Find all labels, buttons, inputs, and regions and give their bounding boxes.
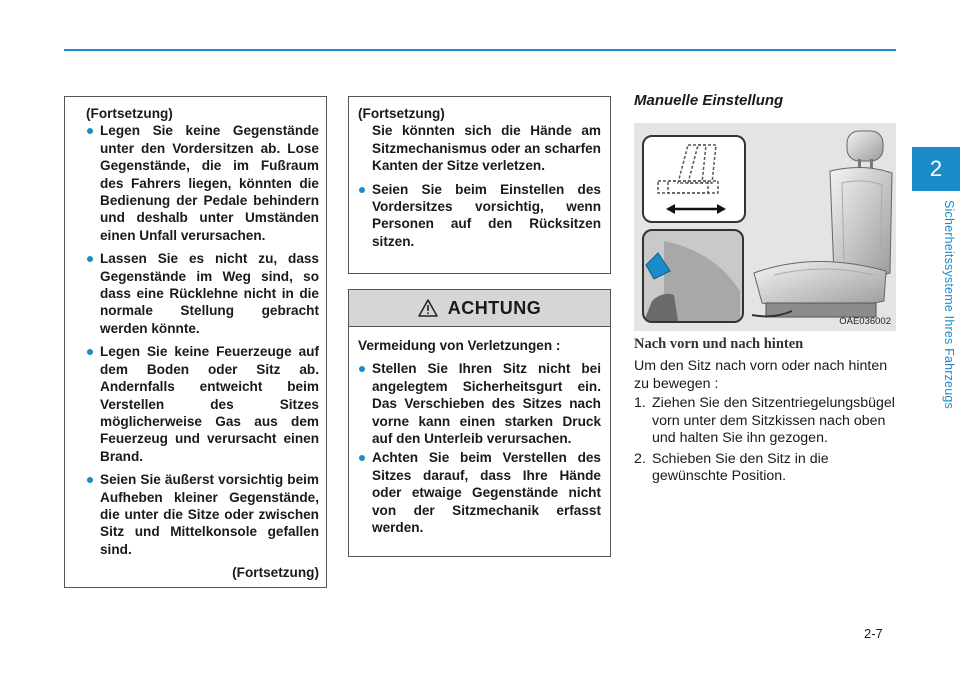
chapter-tab: 2 [912,147,960,191]
warning-list [86,122,319,558]
chapter-title: Sicherheitssysteme Ihres Fahrzeugs [942,200,956,409]
subheading: Nach vorn und nach hinten [634,336,804,352]
list-item: Stellen Sie Ihren Sitz nicht bei angelegtem Sicherheitsgurt ein. Das Verschieben des Sitzes nach vorne kann einen starken Druck auf den Unterleib verursachen. [358,360,601,447]
step-text: Schieben Sie den Sitz in die gewünschte Position. [652,450,829,484]
lever-inset [642,229,744,323]
caution-box [348,289,611,557]
warning-box-continued [64,96,327,588]
instructions [634,358,896,489]
list-item: Lassen Sie es nicht zu, dass Gegenstände im Weg sind, so dass eine Rücklehne nicht in die normale Stellung gebracht werden könnte. [86,250,319,337]
list-item: Legen Sie keine Feuerzeuge auf dem Boden oder Sitz ab. Andernfalls entweicht beim Verstellen des Sitzes möglicherweise Gas aus dem Feuerzeug und verursacht einen Brand. [86,343,319,465]
seat-lever-icon [644,231,742,321]
warning-list [358,181,601,251]
continued-header: (Fortsetzung) [86,106,173,121]
seat-position-inset [642,135,746,223]
continued-footer: (Fortsetzung) [232,565,319,581]
caution-header [349,290,610,327]
continued-header: (Fortsetzung) [358,106,445,121]
caution-body [349,327,610,536]
steps-list [634,395,896,486]
page-number: 2-7 [864,626,883,641]
step-text: Ziehen Sie den Sitzentriegelungsbügel vorn unter dem Sitzkissen nach oben und halten Sie ihn gezogen. [652,395,895,446]
warning-paragraph: Sie könnten sich die Hände am Sitzmechanismus oder an scharfen Kanten der Sitze verletzen. [372,123,601,174]
caution-title: ACHTUNG [447,297,542,318]
instructions-intro: Um den Sitz nach vorn oder nach hinten zu bewegen : [634,358,888,392]
double-arrow-icon [666,203,726,215]
caution-list [358,360,601,536]
step-item [634,395,896,448]
step-item [634,451,896,486]
list-item: Seien Sie beim Einstellen des Vordersitzes vorsichtig, wenn Personen auf den Rücksitzen sitzen. [358,181,601,251]
caution-intro: Vermeidung von Verletzungen : [358,338,561,353]
figure-code: OAE036002 [839,316,891,327]
section-title: Manuelle Einstellung [634,92,784,109]
step-number: 2. [634,450,646,467]
list-item: Legen Sie keine Gegenstände unter den Vordersitzen ab. Lose Gegenstände, die im Fußraum des Fahrers liegen, könnten die Bedienung der Pedale behindern und deshalb unter Umständen einen Unfall verursachen. [86,122,319,244]
warning-box-continued-2 [348,96,611,274]
warning-triangle-icon [418,299,438,317]
list-item: Achten Sie beim Verstellen des Sitzes darauf, dass Ihre Hände oder etwaige Gegenstände nicht von der Sitzmechanik erfasst werden. [358,449,601,536]
seat-figure [634,123,896,331]
step-number: 1. [634,395,646,411]
top-rule [64,49,896,51]
list-item: Seien Sie äußerst vorsichtig beim Aufheben kleiner Gegenstände, die unter die Sitze oder zwischen Sitz und Mittelkonsole gefallen sind. [86,471,319,558]
